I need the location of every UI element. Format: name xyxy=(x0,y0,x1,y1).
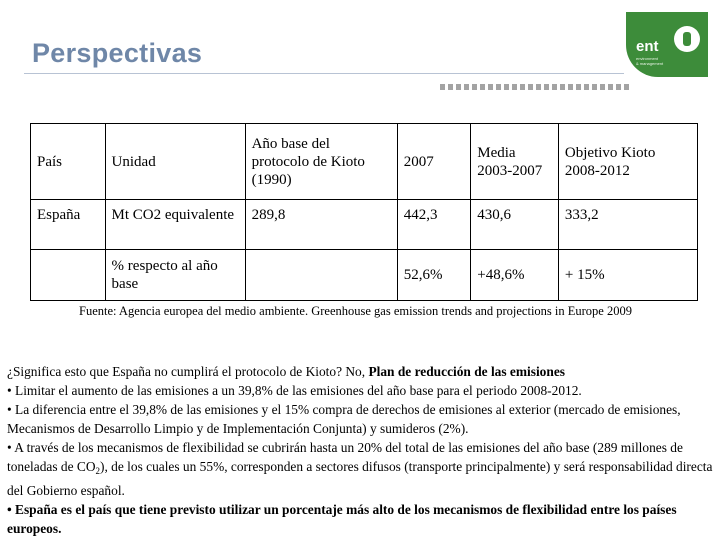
ent-logo xyxy=(626,12,708,77)
logo-subtitle: environment & management xyxy=(636,56,664,66)
table-cell: % respecto al año base xyxy=(105,250,245,301)
table-header-row xyxy=(31,124,698,200)
header-cell: Objetivo Kioto 2008-2012 xyxy=(558,124,697,200)
dotted-divider xyxy=(440,84,630,90)
bullet-4: • España es el país que tiene previsto utilizar un porcentaje más alto de los mecanismos de flexibilidad entre los países europeos. xyxy=(7,502,677,536)
source-note: Fuente: Agencia europea del medio ambiente. Greenhouse gas emission trends and projections in Europe 2009 xyxy=(79,304,632,318)
title-divider xyxy=(24,73,624,74)
bullet-1: • Limitar el aumento de las emisiones a un 39,8% de las emisiones del año base para el periodo 2008-2012. xyxy=(7,383,582,398)
table-cell: 430,6 xyxy=(471,200,559,250)
header-cell: Unidad xyxy=(105,124,245,200)
bullet-2: • La diferencia entre el 39,8% de las emisiones y el 15% compra de derechos de emisiones al exterior (mercado de emisiones, Mecanismos de Desarrollo Limpio y de Implementación Conjunta) y sumideros (2%). xyxy=(7,402,681,436)
page-title: Perspectivas xyxy=(32,38,203,68)
logo-text: ent xyxy=(636,38,659,55)
body-text xyxy=(7,362,718,538)
table-cell: España xyxy=(31,200,106,250)
table-cell: + 15% xyxy=(558,250,697,301)
table-cell: 289,8 xyxy=(245,200,397,250)
header-cell: 2007 xyxy=(397,124,471,200)
emissions-table xyxy=(30,123,698,301)
table-cell: 442,3 xyxy=(397,200,471,250)
table-cell xyxy=(31,250,106,301)
header-cell: País xyxy=(31,124,106,200)
table-cell: 52,6% xyxy=(397,250,471,301)
table-row xyxy=(31,250,698,301)
table-row xyxy=(31,200,698,250)
header-cell: Media 2003-2007 xyxy=(471,124,559,200)
table-cell: 333,2 xyxy=(558,200,697,250)
table-cell xyxy=(245,250,397,301)
table-cell: Mt CO2 equivalente xyxy=(105,200,245,250)
tree-icon xyxy=(674,26,700,52)
bullet-3: • A través de los mecanismos de flexibilidad se cubrirán hasta un 20% del total de las emisiones del año base (289 millones de toneladas de $CO_2$), de los cuales un 55%, corresponden a sectores difusos (transporte principalmente) y será responsabilidad directa del Gobierno español. xyxy=(7,440,713,498)
header-cell: Año base del protocolo de Kioto (1990) xyxy=(245,124,397,200)
table-cell: +48,6% xyxy=(471,250,559,301)
question-paragraph: ¿Significa esto que España no cumplirá el protocolo de Kioto? No, Plan de reducción de las emisiones xyxy=(7,364,565,379)
